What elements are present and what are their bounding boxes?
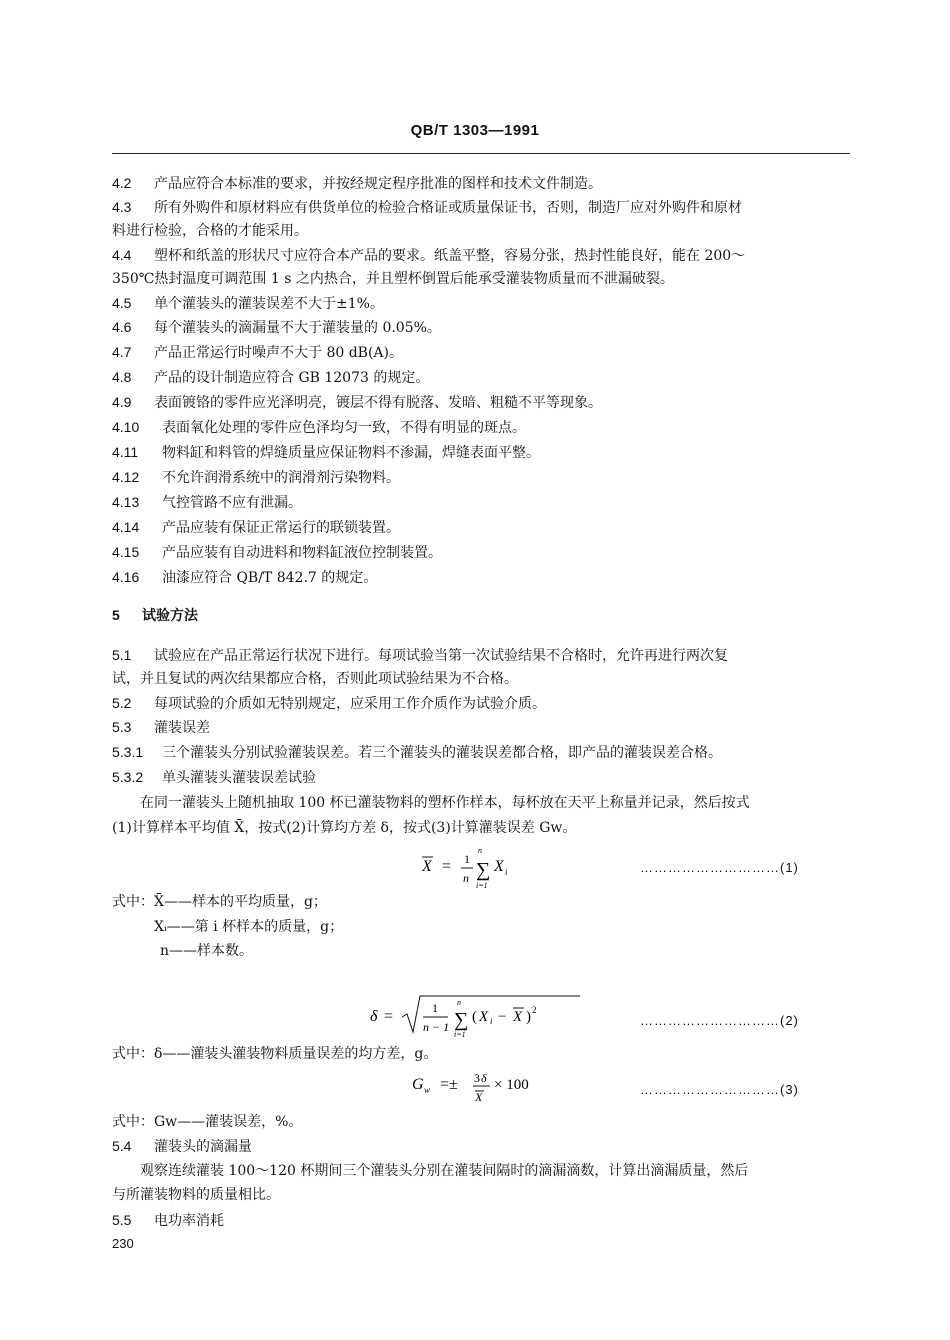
clause-number: 5.5	[112, 1212, 132, 1228]
clause-5-1	[112, 646, 728, 665]
clause-4-4-cont: 350℃热封温度可调范围 1 s 之内热合，并且塑杯倒置后能承受灌装物质量而不泄漏破裂。	[112, 271, 674, 287]
clause-number: 4.6	[112, 319, 132, 335]
clause-number: 4.8	[112, 369, 132, 385]
equation-2-where: 式中：δ——灌装头灌装物料质量误差的均方差，g。	[112, 1046, 438, 1062]
svg-text:i: i	[490, 1016, 493, 1026]
clause-title: 电功率消耗	[154, 1213, 224, 1229]
clause-number: 4.5	[112, 295, 132, 311]
clause-5-4	[112, 1137, 252, 1156]
page-number: 230	[112, 1236, 134, 1251]
clause-number: 4.12	[112, 469, 140, 485]
clause-text: 不允许润滑系统中的润滑剂污染物料。	[162, 470, 400, 486]
clause-number: 4.2	[112, 175, 132, 191]
clause-4-7	[112, 343, 403, 362]
svg-text:G: G	[412, 1076, 424, 1093]
svg-text:i=1: i=1	[454, 1030, 466, 1039]
clause-text: 每个灌装头的滴漏量不大于灌装量的 0.05%。	[154, 320, 441, 336]
clause-4-4	[112, 246, 745, 265]
svg-text:X: X	[513, 1009, 523, 1025]
clause-5-3	[112, 718, 210, 737]
clause-number: 5.1	[112, 647, 132, 663]
clause-text: 气控管路不应有泄漏。	[162, 495, 302, 511]
clause-5-3-2	[112, 768, 316, 787]
clause-4-9	[112, 393, 602, 412]
svg-text:1: 1	[432, 1001, 438, 1015]
clause-number: 4.4	[112, 247, 132, 263]
clause-number: 4.3	[112, 199, 132, 215]
svg-text:i=1: i=1	[476, 881, 488, 890]
clause-4-8	[112, 368, 429, 387]
clause-4-15	[112, 543, 442, 562]
clause-number: 5.3.2	[112, 769, 144, 785]
clause-number: 4.13	[112, 494, 140, 510]
page-header: QB/T 1303—1991	[410, 122, 540, 139]
clause-text: 塑杯和纸盖的形状尺寸应符合本产品的要求。纸盖平整，容易分张，热封性能良好，能在 200～	[154, 248, 746, 264]
equation-1-leader: …………………………(1)	[640, 860, 799, 875]
svg-text:δ: δ	[481, 1071, 487, 1085]
section-number: 5	[112, 607, 120, 623]
equation-1-label: (1)	[780, 860, 799, 875]
svg-text:(: (	[472, 1009, 477, 1025]
svg-text:1: 1	[464, 852, 470, 866]
equation-3-leader: …………………………(3)	[640, 1082, 799, 1097]
equation-2-label: (2)	[780, 1013, 799, 1028]
equation-3-where: 式中：Gw——灌装误差，%。	[112, 1114, 303, 1130]
svg-text:n: n	[463, 871, 469, 885]
clause-number: 4.10	[112, 419, 140, 435]
equation-1-xi: Xᵢ——第 i 杯样本的质量，g；	[154, 919, 344, 935]
equation-1	[420, 845, 570, 891]
clause-text: 油漆应符合 QB/T 842.7 的规定。	[162, 570, 378, 586]
equation-3	[410, 1064, 550, 1110]
clause-number: 4.15	[112, 544, 140, 560]
clause-4-5	[112, 294, 384, 313]
clause-number: 4.16	[112, 569, 140, 585]
svg-text:∑: ∑	[454, 1009, 469, 1031]
clause-number: 5.3	[112, 719, 132, 735]
clause-5-4-para-cont: 与所灌装物料的质量相比。	[112, 1187, 280, 1203]
svg-text:i: i	[505, 867, 508, 877]
clause-4-3	[112, 198, 742, 217]
svg-text:n: n	[478, 846, 482, 855]
equation-3-label: (3)	[780, 1082, 799, 1097]
clause-4-16	[112, 568, 377, 587]
clause-4-13	[112, 493, 302, 512]
clause-4-14	[112, 518, 400, 537]
clause-4-2	[112, 174, 602, 193]
equation-1-where: 式中：X̄——样本的平均质量，g；	[112, 894, 327, 910]
clause-text: 表面镀铬的零件应光泽明亮，镀层不得有脱落、发暗、粗糙不平等现象。	[154, 395, 602, 411]
clause-number: 4.9	[112, 394, 132, 410]
svg-text:X: X	[479, 1009, 489, 1025]
clause-title: 灌装头的滴漏量	[154, 1139, 252, 1155]
clause-text: 每项试验的介质如无特别规定，应采用工作介质作为试验介质。	[154, 696, 546, 712]
clause-4-3-cont: 料进行检验，合格的才能采用。	[112, 223, 308, 239]
svg-text:X: X	[475, 1090, 483, 1104]
clause-text: 所有外购件和原材料应有供货单位的检验合格证或质量保证书，否则，制造厂应对外购件和原材	[154, 200, 742, 216]
clause-text: 产品的设计制造应符合 GB 12073 的规定。	[154, 370, 430, 386]
clause-number: 4.14	[112, 519, 140, 535]
section-5-heading	[112, 606, 198, 625]
clause-5-3-2-para: 在同一灌装头上随机抽取 100 杯已灌装物料的塑杯作样本，每杯放在天平上称量并记录，然后按式	[140, 795, 750, 811]
clause-text: 物料缸和料管的焊缝质量应保证物料不渗漏，焊缝表面平整。	[162, 445, 540, 461]
svg-text:δ: δ	[370, 1008, 378, 1025]
clause-number: 4.7	[112, 344, 132, 360]
clause-5-3-1	[112, 743, 722, 762]
clause-5-2	[112, 694, 546, 713]
clause-5-3-2-para-cont: (1)计算样本平均值 X̄，按式(2)计算均方差 δ，按式(3)计算灌装误差 Gw。	[112, 820, 577, 836]
equation-2	[368, 990, 588, 1040]
clause-text: 产品应符合本标准的要求，并按经规定程序批准的图样和技术文件制造。	[154, 176, 602, 192]
section-title: 试验方法	[142, 608, 198, 624]
clause-5-4-para: 观察连续灌装 100～120 杯期间三个灌装头分别在灌装间隔时的滴漏滴数，计算出滴漏质量，然后	[140, 1163, 749, 1179]
svg-text:2: 2	[532, 1005, 537, 1015]
svg-text:× 100: × 100	[494, 1077, 529, 1093]
clause-text: 试验应在产品正常运行状况下进行。每项试验当第一次试验结果不合格时，允许再进行两次复	[154, 648, 728, 664]
clause-text: 产品应装有自动进料和物料缸液位控制装置。	[162, 545, 442, 561]
clause-4-11	[112, 443, 540, 462]
svg-text:w: w	[424, 1085, 431, 1095]
clause-4-12	[112, 468, 400, 487]
equation-2-leader: …………………………(2)	[640, 1013, 799, 1028]
clause-5-5	[112, 1211, 224, 1230]
clause-title: 灌装误差	[154, 720, 210, 736]
clause-number: 5.2	[112, 695, 132, 711]
clause-number: 4.11	[112, 444, 139, 460]
svg-text:=: =	[384, 1008, 394, 1025]
svg-text:=: =	[442, 858, 452, 875]
clause-4-10	[112, 418, 526, 437]
clause-text: 表面氧化处理的零件应色泽均匀一致，不得有明显的斑点。	[162, 420, 526, 436]
clause-text: 产品正常运行时噪声不大于 80 dB(A)。	[154, 345, 403, 361]
svg-text:=±: =±	[440, 1076, 458, 1093]
clause-4-6	[112, 318, 441, 337]
svg-text:): )	[526, 1009, 531, 1025]
equation-1-n: n——样本数。	[160, 943, 254, 959]
svg-text:∑: ∑	[476, 859, 491, 881]
svg-text:X: X	[422, 858, 432, 875]
svg-text:3: 3	[474, 1071, 480, 1085]
clause-text: 产品应装有保证正常运行的联锁装置。	[162, 520, 400, 536]
clause-text: 单个灌装头的灌装误差不大于±1%。	[154, 296, 384, 312]
clause-title: 单头灌装头灌装误差试验	[162, 770, 316, 786]
clause-5-1-cont: 试，并且复试的两次结果都应合格，否则此项试验结果为不合格。	[112, 671, 518, 687]
svg-text:n: n	[457, 998, 461, 1007]
clause-number: 5.4	[112, 1138, 132, 1154]
svg-text:−: −	[498, 1009, 507, 1025]
svg-text:n − 1: n − 1	[423, 1020, 450, 1034]
clause-number: 5.3.1	[112, 744, 144, 760]
svg-text:X: X	[494, 858, 504, 875]
clause-text: 三个灌装头分别试验灌装误差。若三个灌装头的灌装误差都合格，即产品的灌装误差合格。	[162, 745, 722, 761]
header-rule	[112, 153, 850, 154]
